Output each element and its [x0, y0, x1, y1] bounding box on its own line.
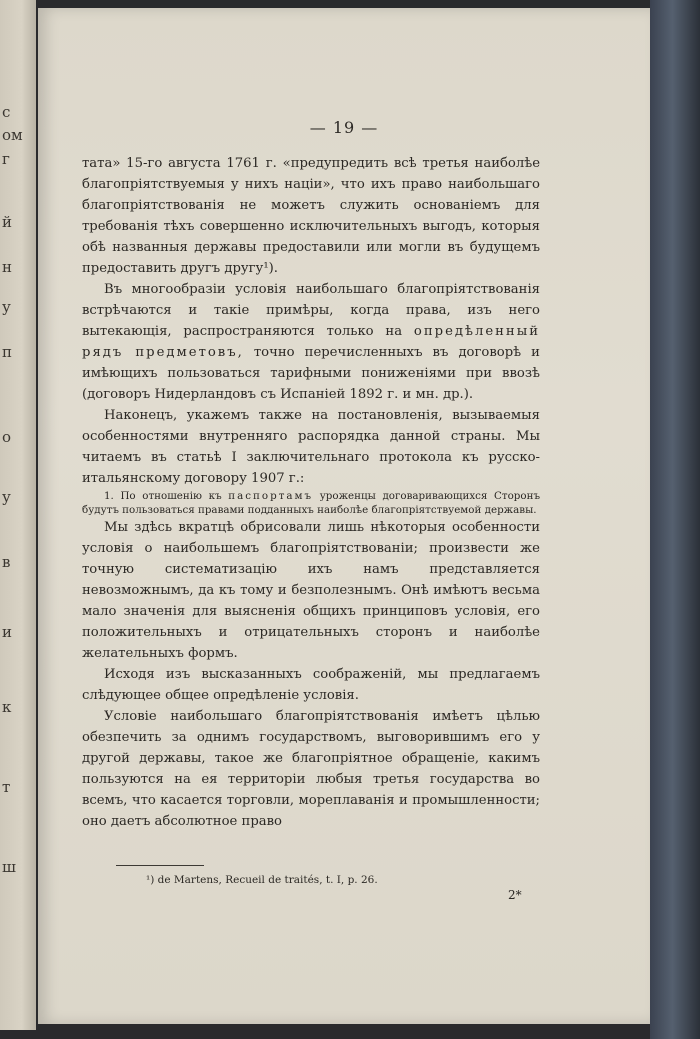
- paragraph-6: Условіе наибольшаго благопріятствованія имѣетъ цѣлью обезпечить за однимъ государствомъ, выговорившимъ его у другой державы, такое же благопріятное обращеніе, какимъ пользуются на ея территоріи любыя третья государства во всемъ, что касается торговли, мореплаванія и промышленности; оно даетъ абсолютное право: [82, 709, 540, 829]
- left-page-fragment: у: [2, 488, 11, 506]
- left-page-fragment: к: [2, 698, 12, 716]
- left-page-fragment: у: [2, 298, 11, 316]
- left-page-fragment: и: [2, 623, 12, 641]
- footnote: ¹) de Martens, Recueil de traités, t. I, p. 26.: [146, 874, 378, 886]
- left-page-fragment: в: [2, 553, 11, 571]
- left-page-fragment: н: [2, 258, 12, 276]
- paragraph-1: тата» 15-го августа 1761 г. «предупредить всѣ третья наиболѣе благопріятствуемыя у нихъ націи», что ихъ право наибольшаго благопріятствованія не можетъ служить основаніемъ для требованія тѣхъ совершенно исключительныхъ выгодъ, которыя обѣ названныя державы предоставили или могли въ будущемъ предоставить другъ другу¹).: [82, 156, 540, 276]
- book-page: [38, 8, 650, 1024]
- paragraph-5: Исходя изъ высказанныхъ соображеній, мы предлагаемъ слѣдующее общее опредѣленіе условія.: [82, 667, 540, 703]
- footnote-divider: [116, 865, 204, 866]
- left-page-fragment: с: [2, 103, 11, 121]
- book-back-edge: [650, 0, 700, 1039]
- quote-prefix: 1. По отношенію къ: [104, 490, 222, 502]
- left-page-fragment: о: [2, 428, 12, 446]
- left-page-fragment: ш: [2, 858, 16, 876]
- printer-signature-mark: 2*: [508, 888, 522, 902]
- quote-rest: уроженцы договаривающихся Сторонъ будутъ пользоваться правами подданныхъ наиболѣе благопріятствуемой державы.: [82, 490, 540, 516]
- left-page-fragment: г: [2, 150, 10, 168]
- page-body: [82, 153, 540, 832]
- left-page-fragment: п: [2, 343, 12, 361]
- spaced-phrase: опредѣленный рядъ предметовъ,: [82, 324, 540, 360]
- left-page-fragment: ом: [2, 126, 23, 144]
- paragraph-4: Мы здѣсь вкратцѣ обрисовали лишь нѣкоторыя особенности условія о наибольшемъ благопріятствованіи; произвести же точную систематизацію ихъ намъ представляется невозможнымъ, да къ тому и безполезнымъ. Онѣ имѣютъ весьма мало значенія для выясненія общихъ принциповъ условія, его положительныхъ и отрицательныхъ сторонъ и наиболѣе желательныхъ формъ.: [82, 520, 540, 661]
- left-page-fragment: т: [2, 778, 11, 796]
- paragraph-2-start: Въ многообразіи условія наибольшаго благопріятствованія встрѣчаются и такіе примѣры, когда права, изъ него вытекающія, распространяются только на: [82, 282, 540, 339]
- quoted-article: [82, 489, 540, 517]
- paragraph-2: [82, 279, 540, 405]
- paragraph-3: Наконецъ, укажемъ также на постановленія, вызываемыя особенностями внутренняго распорядка данной страны. Мы читаемъ въ статьѣ I заключительнаго протокола къ русско-итальянскому договору 1907 г.:: [82, 408, 540, 486]
- paragraph-2-end: точно перечисленныхъ въ договорѣ и имѣющихъ пользоваться тарифными пониженіями при ввозѣ (договоръ Нидерландовъ съ Испаніей 1892 г. и мн. др.).: [82, 345, 540, 402]
- page-number: — 19 —: [309, 118, 379, 137]
- previous-page-edge: [0, 0, 36, 1030]
- left-page-fragment: й: [2, 213, 12, 231]
- quote-spaced-word: паспортамъ: [228, 490, 314, 502]
